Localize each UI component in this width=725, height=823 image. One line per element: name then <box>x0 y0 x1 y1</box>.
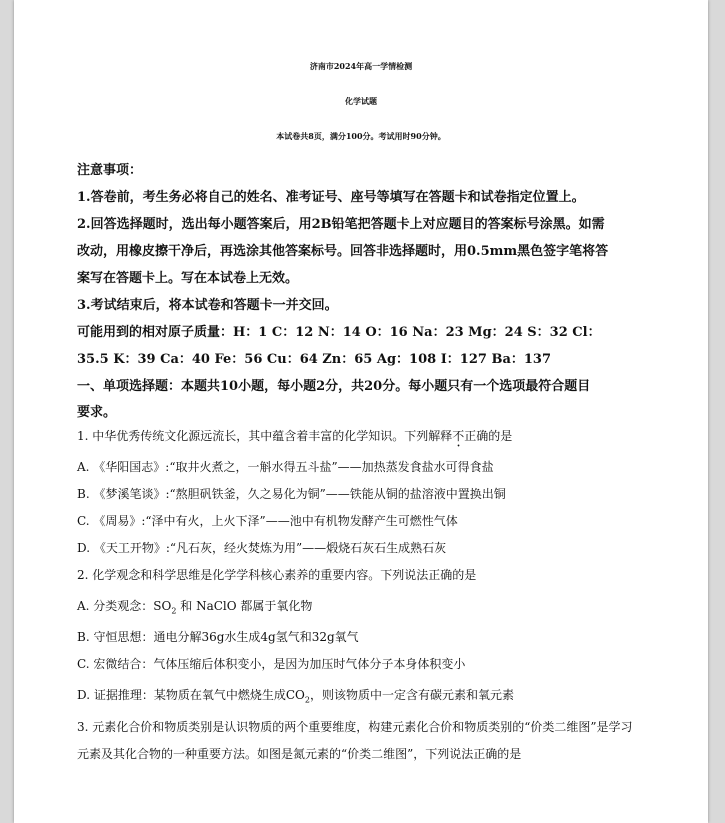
option-a-suffix: 和 NaClO 都属于氧化物 <box>176 599 313 613</box>
question-1-stem-text: 1. 中华优秀传统文化源远流长，其中蕴含着丰富的化学知识。下列解释 <box>77 429 453 443</box>
question-2-option-a <box>77 597 312 615</box>
question-1-stem <box>77 427 512 450</box>
question-2-option-d <box>77 686 514 704</box>
atomic-mass-line-1: 可能用到的相对原子质量：H：1 C：12 N：14 O：16 Na：23 Mg：24 S：32 Cl： <box>77 325 601 340</box>
question-1-option-b: B. 《梦溪笔谈》:“熬胆矾铁釜，久之易化为铜”——铁能从铜的盐溶液中置换出铜 <box>77 487 506 501</box>
document-page <box>14 0 708 823</box>
question-2-option-c: C. 宏微结合：气体压缩后体积变小，是因为加压时气体分子本身体积变小 <box>77 657 466 671</box>
question-2-stem: 2. 化学观念和科学思维是化学学科核心素养的重要内容。下列说法正确的是 <box>77 568 477 582</box>
section-heading-line-2: 要求。 <box>77 405 117 420</box>
question-1-stem-end: 正确的是 <box>464 429 513 443</box>
notes-heading: 注意事项： <box>77 163 143 178</box>
note-2-line-2: 改动，用橡皮擦干净后，再选涂其他答案标号。回答非选择题时，用0.5mm黑色签字笔将答 <box>77 244 609 259</box>
note-2-line-3: 案写在答题卡上。写在本试卷上无效。 <box>77 271 299 286</box>
note-1: 1.答卷前，考生务必将自己的姓名、准考证号、座号等填写在答题卡和试卷指定位置上。 <box>77 190 585 205</box>
option-d-subscript: 2 <box>304 695 310 705</box>
option-a-prefix: A. 分类观念：SO <box>77 599 172 613</box>
question-1-option-d: D. 《天工开物》:“凡石灰，经火焚炼为用”——煅烧石灰石生成熟石灰 <box>77 541 447 555</box>
question-1-option-c: C. 《周易》:“泽中有火，上火下泽”——池中有机物发酵产生可燃性气体 <box>77 514 458 528</box>
question-3-line-1: 3. 元素化合价和物质类别是认识物质的两个重要维度，构建元素化合价和物质类别的“价类二维图”是学习 <box>77 720 633 734</box>
option-d-prefix: D. 证据推理：某物质在氧气中燃烧生成CO <box>77 688 305 702</box>
question-1-option-a: A. 《华阳国志》:“取井火煮之，一斛水得五斗盐”——加热蒸发食盐水可得食盐 <box>77 460 494 474</box>
note-3: 3.考试结束后，将本试卷和答题卡一并交回。 <box>77 298 338 313</box>
question-3-line-2: 元素及其化合物的一种重要方法。如图是氮元素的“价类二维图”，下列说法正确的是 <box>77 747 522 761</box>
note-2-line-1: 2.回答选择题时，选出每小题答案后，用2B铅笔把答题卡上对应题目的答案标号涂黑。如需 <box>77 217 605 232</box>
atomic-mass-line-2: 35.5 K：39 Ca：40 Fe：56 Cu：64 Zn：65 Ag：108 I：127 Ba：137 <box>77 352 551 367</box>
subject-title: 化学试题 <box>345 96 377 106</box>
option-a-subscript: 2 <box>171 606 177 616</box>
emphasis-not: 不 <box>452 429 465 443</box>
question-2-option-b: B. 守恒思想：通电分解36g水生成4g氢气和32g氧气 <box>77 630 359 644</box>
exam-info: 本试卷共8页，满分100分。考试用时90分钟。 <box>276 131 446 141</box>
exam-title: 济南市2024年高一学情检测 <box>309 61 413 71</box>
option-d-suffix: ，则该物质中一定含有碳元素和氧元素 <box>309 688 514 702</box>
section-heading-line-1: 一、单项选择题：本题共10小题，每小题2分，共20分。每小题只有一个选项最符合题目 <box>77 379 591 394</box>
